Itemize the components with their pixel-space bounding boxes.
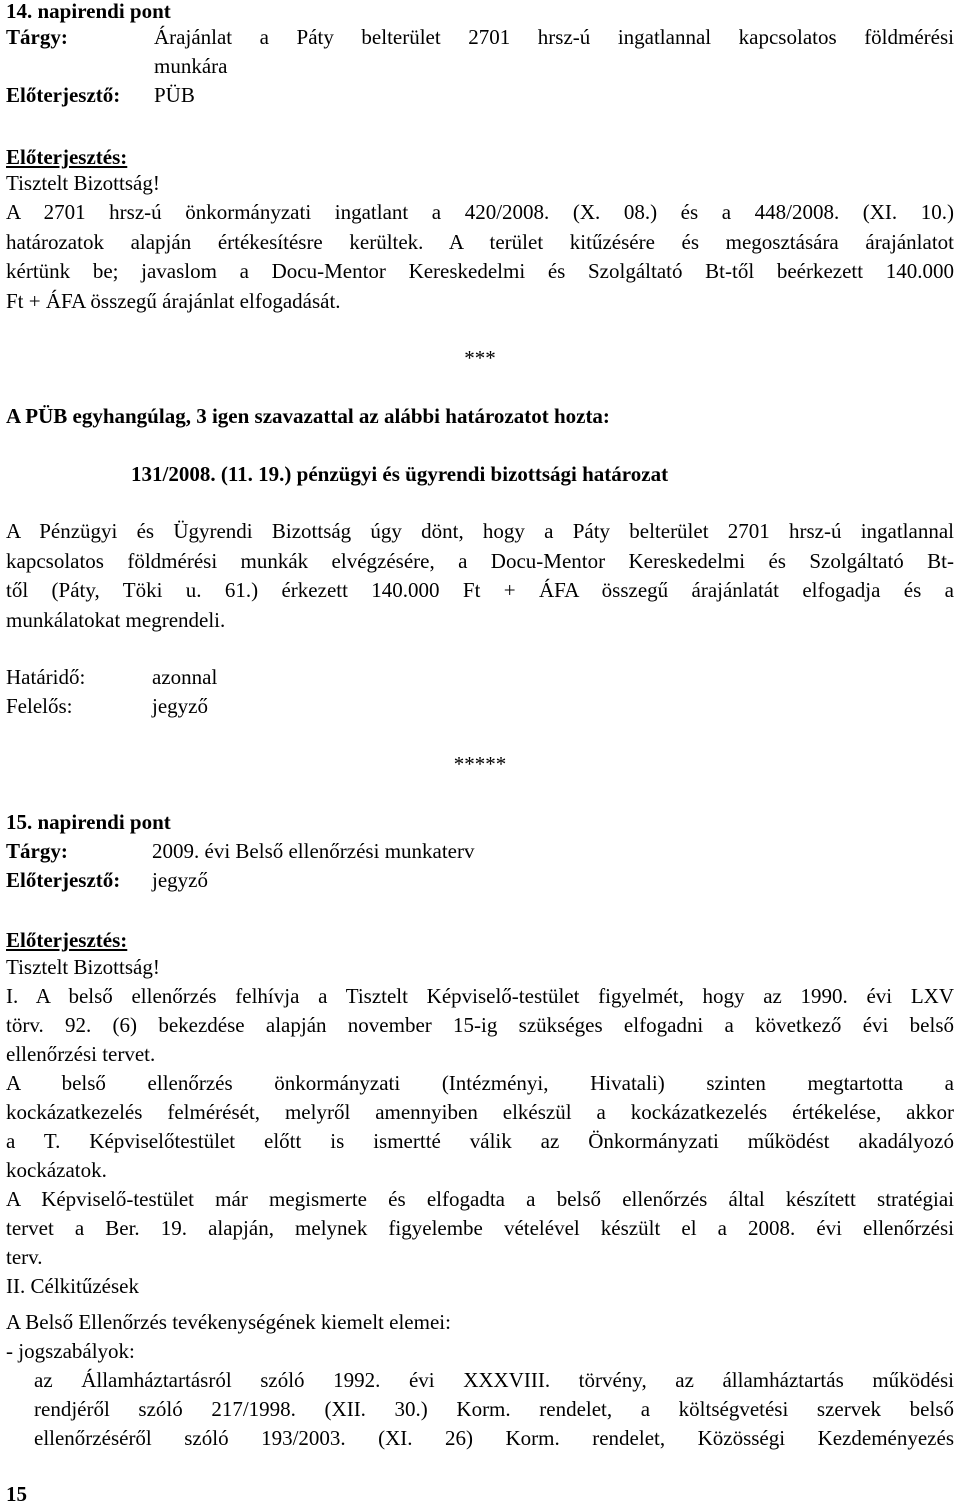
item15-greeting: Tisztelt Bizottság!: [6, 955, 160, 979]
item14-presenter-label: Előterjesztő:: [6, 83, 121, 107]
item14-body-line3: kértünk be; javaslom a Docu-Mentor Kereskedelmi és Szolgáltató Bt-től beérkezett 140.000: [6, 259, 954, 283]
item15-laws-line2: rendjéről szóló 217/1998. (XII. 30.) Korm. rendelet, a költségvetési szervek belső: [34, 1397, 954, 1421]
item14-responsible: jegyző: [152, 694, 208, 718]
item15-para3-line3: terv.: [6, 1245, 43, 1269]
item14-resolution-line3: től (Páty, Töki u. 61.) érkezett 140.000 Ft + ÁFA összegű árajánlatát elfogadja és a: [6, 578, 954, 602]
item14-proposal-label: Előterjesztés:: [6, 145, 128, 169]
item14-body-line2: határozatok alapján értékesítésre kerültek. A terület kitűzésére és megosztására árajánlatot: [6, 230, 954, 254]
item15-para2-line3: a T. Képviselőtestület előtt is ismertté válik az Önkormányzati működést akadályozó: [6, 1129, 954, 1153]
item15-subject-label: Tárgy:: [6, 839, 68, 863]
item14-deadline-label: Határidő:: [6, 665, 86, 689]
item15-section2: II. Célkitűzések: [6, 1274, 139, 1298]
item14-separator: ***: [464, 346, 496, 370]
item14-body-line4: Ft + ÁFA összegű árajánlat elfogadását.: [6, 289, 341, 313]
item14-resolution-line2: kapcsolatos földmérési munkák elvégzésére, a Docu-Mentor Kereskedelmi és Szolgáltató Bt-: [6, 549, 954, 573]
item14-resolution-title: 131/2008. (11. 19.) pénzügyi és ügyrendi bizottsági határozat: [131, 462, 669, 486]
item14-presenter: PÜB: [154, 83, 195, 107]
item14-subject-label: Tárgy:: [6, 25, 68, 49]
item14-heading: 14. napirendi pont: [6, 0, 171, 23]
item14-responsible-label: Felelős:: [6, 694, 73, 718]
item14-resolution-line4: munkálatokat megrendeli.: [6, 608, 226, 632]
item15-laws-line1: az Államháztartásról szóló 1992. évi XXXVIII. törvény, az államháztartás működési: [34, 1368, 954, 1392]
item14-subject-line2: munkára: [154, 54, 228, 78]
item15-para1-line2: törv. 92. (6) bekezdése alapján november 15-ig szükséges elfogadni a következő évi belső: [6, 1013, 954, 1037]
item15-subject: 2009. évi Belső ellenőrzési munkaterv: [152, 839, 475, 863]
page-number: 15: [6, 1482, 27, 1506]
item15-heading: 15. napirendi pont: [6, 810, 171, 834]
item15-proposal-label: Előterjesztés:: [6, 928, 128, 952]
item15-para3-line1: A Képviselő-testület már megismerte és elfogadta a belső ellenőrzés által készített stratégiai: [6, 1187, 954, 1211]
item15-para2-line4: kockázatok.: [6, 1158, 107, 1182]
item14-greeting: Tisztelt Bizottság!: [6, 171, 160, 195]
item15-presenter-label: Előterjesztő:: [6, 868, 121, 892]
item15-para2-line2: kockázatkezelés felmérését, melyről amennyiben elkészül a kockázatkezelés értékelése, akkor: [6, 1100, 954, 1124]
item15-laws-line3: ellenőrzéséről szóló 193/2003. (XI. 26) Korm. rendelet, Közösségi Kezdeményezés: [34, 1426, 954, 1450]
item14-vote: A PÜB egyhangúlag, 3 igen szavazattal az alábbi határozatot hozta:: [6, 404, 610, 428]
item15-presenter: jegyző: [152, 868, 208, 892]
item15-key-elements: A Belső Ellenőrzés tevékenységének kiemelt elemei:: [6, 1310, 451, 1334]
item14-resolution-line1: A Pénzügyi és Ügyrendi Bizottság úgy dönt, hogy a Páty belterület 2701 hrsz-ú ingatlannal: [6, 519, 954, 543]
item14-body-line1: A 2701 hrsz-ú önkormányzati ingatlant a 420/2008. (X. 08.) és a 448/2008. (XI. 10.): [6, 200, 954, 224]
item15-para2-line1: A belső ellenőrzés önkormányzati (Intézményi, Hivatali) szinten megtartotta a: [6, 1071, 954, 1095]
item14-deadline: azonnal: [152, 665, 218, 689]
item14-subject-line1: Árajánlat a Páty belterület 2701 hrsz-ú ingatlannal kapcsolatos földmérési: [154, 25, 954, 49]
item15-para1-line1: I. A belső ellenőrzés felhívja a Tisztelt Képviselő-testület figyelmét, hogy az 1990. évi LXV: [6, 984, 954, 1008]
item15-para1-line3: ellenőrzési tervet.: [6, 1042, 156, 1066]
item15-para3-line2: tervet a Ber. 19. alapján, melynek figyelembe vételével készült el a 2008. évi ellenőrzési: [6, 1216, 954, 1240]
item15-laws-label: - jogszabályok:: [6, 1339, 135, 1363]
item14-end-separator: *****: [453, 752, 507, 776]
